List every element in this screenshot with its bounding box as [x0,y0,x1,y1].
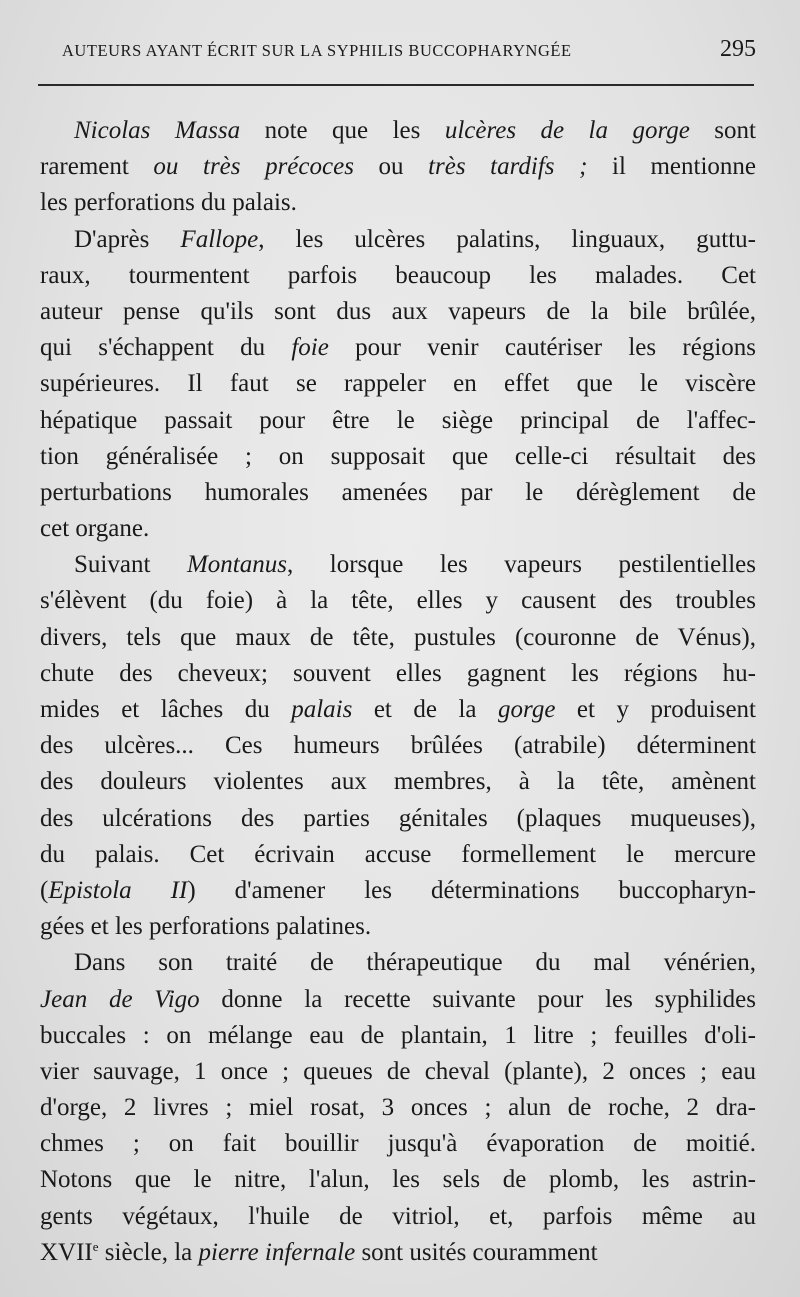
text-segment: D'après [74,225,181,253]
text-segment: il mentionne [587,153,757,181]
text-segment: perturbations humorales amenées par le dérèglement de [40,478,756,506]
text-line [40,149,756,185]
text-segment: d'orge, 2 livres ; miel rosat, 3 onces ; alun de roche, 2 dra- [40,1094,756,1122]
italic-text: Nicolas Massa [74,117,241,144]
text-segment: , les ulcères palatins, linguaux, guttu- [258,225,756,253]
text-line [40,583,756,619]
text-line [40,511,756,547]
italic-text: très tardifs ; [428,153,588,181]
text-line [40,945,756,981]
paragraph [40,113,756,222]
running-title: AUTEURS AYANT ÉCRIT SUR LA SYPHILIS BUCCOPHARYNGÉE [62,41,572,60]
text-line [40,764,756,800]
text-segment: gées et les perforations palatines. [40,913,372,941]
paragraph [40,945,756,1271]
text-segment: note que les [240,117,445,144]
text-line [40,801,756,837]
text-segment: du palais. Cet écrivain accuse formellement le mercure [40,840,756,868]
text-segment: qui s'échappent du [40,334,292,362]
text-segment: les perforations du palais. [40,189,297,217]
paragraph [40,547,756,945]
text-line [40,1090,756,1126]
text-segment: gents végétaux, l'huile de vitriol, et, parfois même au [40,1202,756,1230]
italic-text: foie [291,334,329,362]
text-line [40,1199,756,1235]
text-line [40,475,756,511]
text-line [40,620,756,656]
text-segment: rarement [40,153,154,181]
text-line [40,1235,756,1271]
italic-text: palais [291,696,353,723]
text-segment: s'élèvent (du foie) à la tête, elles y causent des troubles [40,587,756,615]
text-segment: et y produisent [555,696,756,723]
text-segment: sont [689,117,756,144]
italic-text: Montanus [186,551,287,579]
text-segment: des douleurs violentes aux membres, à la tête, amènent [40,768,756,796]
text-segment: vier sauvage, 1 once ; queues de cheval (plante), 2 onces ; eau [40,1057,756,1085]
text-segment: Dans son traité de thérapeutique du mal vénérien, [74,949,756,977]
body-text [40,113,756,1271]
text-segment: buccales : on mélange eau de plantain, 1 litre ; feuilles d'oli- [40,1021,756,1049]
text-line [40,728,756,764]
text-line [40,294,756,330]
text-segment: Suivant [74,551,187,579]
text-segment: des ulcères... Ces humeurs brûlées (atrabile) déterminent [40,732,756,760]
text-segment: ) d'amener les déterminations buccopharyn- [187,876,756,904]
text-segment: et de la [352,696,499,723]
text-line [40,403,756,439]
text-line [40,656,756,692]
text-line [40,1126,756,1162]
text-segment: sont usités couramment [355,1238,598,1266]
text-segment: ou [353,153,429,181]
text-line [40,439,756,475]
text-segment: mides et lâches du [40,696,292,723]
italic-text: ou très précoces [153,153,354,181]
text-line [40,258,756,294]
superscript: e [92,1238,99,1254]
text-segment: ( [40,876,49,904]
text-line [40,692,756,728]
text-segment: , lorsque les vapeurs pestilentielles [286,551,756,579]
text-line [40,113,756,149]
text-segment: donne la recette suivante pour les syphilides [199,985,756,1013]
text-segment: chute des cheveux; souvent elles gagnent les régions hu- [40,659,756,687]
text-line [40,1162,756,1198]
text-line [40,982,756,1018]
text-line [40,185,756,221]
text-segment: Notons que le nitre, l'alun, les sels de plomb, les astrin- [40,1166,756,1194]
header-rule [38,84,754,86]
text-segment: siècle, la [98,1238,199,1266]
text-segment: cet organe. [40,515,150,543]
text-line [40,366,756,402]
text-segment: supérieures. Il faut se rappeler en effet que le viscère [40,370,756,398]
italic-text: ulcères de la gorge [444,117,690,144]
text-line [40,837,756,873]
text-segment: hépatique passait pour être le siège principal de l'affec- [40,406,756,434]
text-segment: chmes ; on fait bouillir jusqu'à évaporation de moitié. [40,1130,756,1158]
text-segment: pour venir cautériser les régions [328,334,756,362]
text-line [40,1054,756,1090]
text-segment: raux, tourmentent parfois beaucoup les malades. Cet [40,261,756,289]
paragraph [40,222,756,548]
text-segment: divers, tels que maux de tête, pustules (couronne de Vénus), [40,623,756,651]
italic-text: Jean de Vigo [40,985,200,1013]
text-segment: des ulcérations des parties génitales (plaques muqueuses), [40,804,756,832]
italic-text: gorge [498,696,556,723]
italic-text: Epistola II [48,876,188,904]
text-line [40,222,756,258]
italic-text: Fallope [180,225,259,253]
running-head [62,36,756,66]
text-segment: tion généralisée ; on supposait que celle-ci résultait des [40,442,756,470]
text-line [40,330,756,366]
text-line [40,1018,756,1054]
italic-text: pierre infernale [198,1238,356,1266]
text-line [40,873,756,909]
text-segment: XVII [40,1238,93,1266]
text-line [40,909,756,945]
text-line [40,547,756,583]
text-segment: auteur pense qu'ils sont dus aux vapeurs de la bile brûlée, [40,297,756,325]
page-number: 295 [720,36,756,62]
